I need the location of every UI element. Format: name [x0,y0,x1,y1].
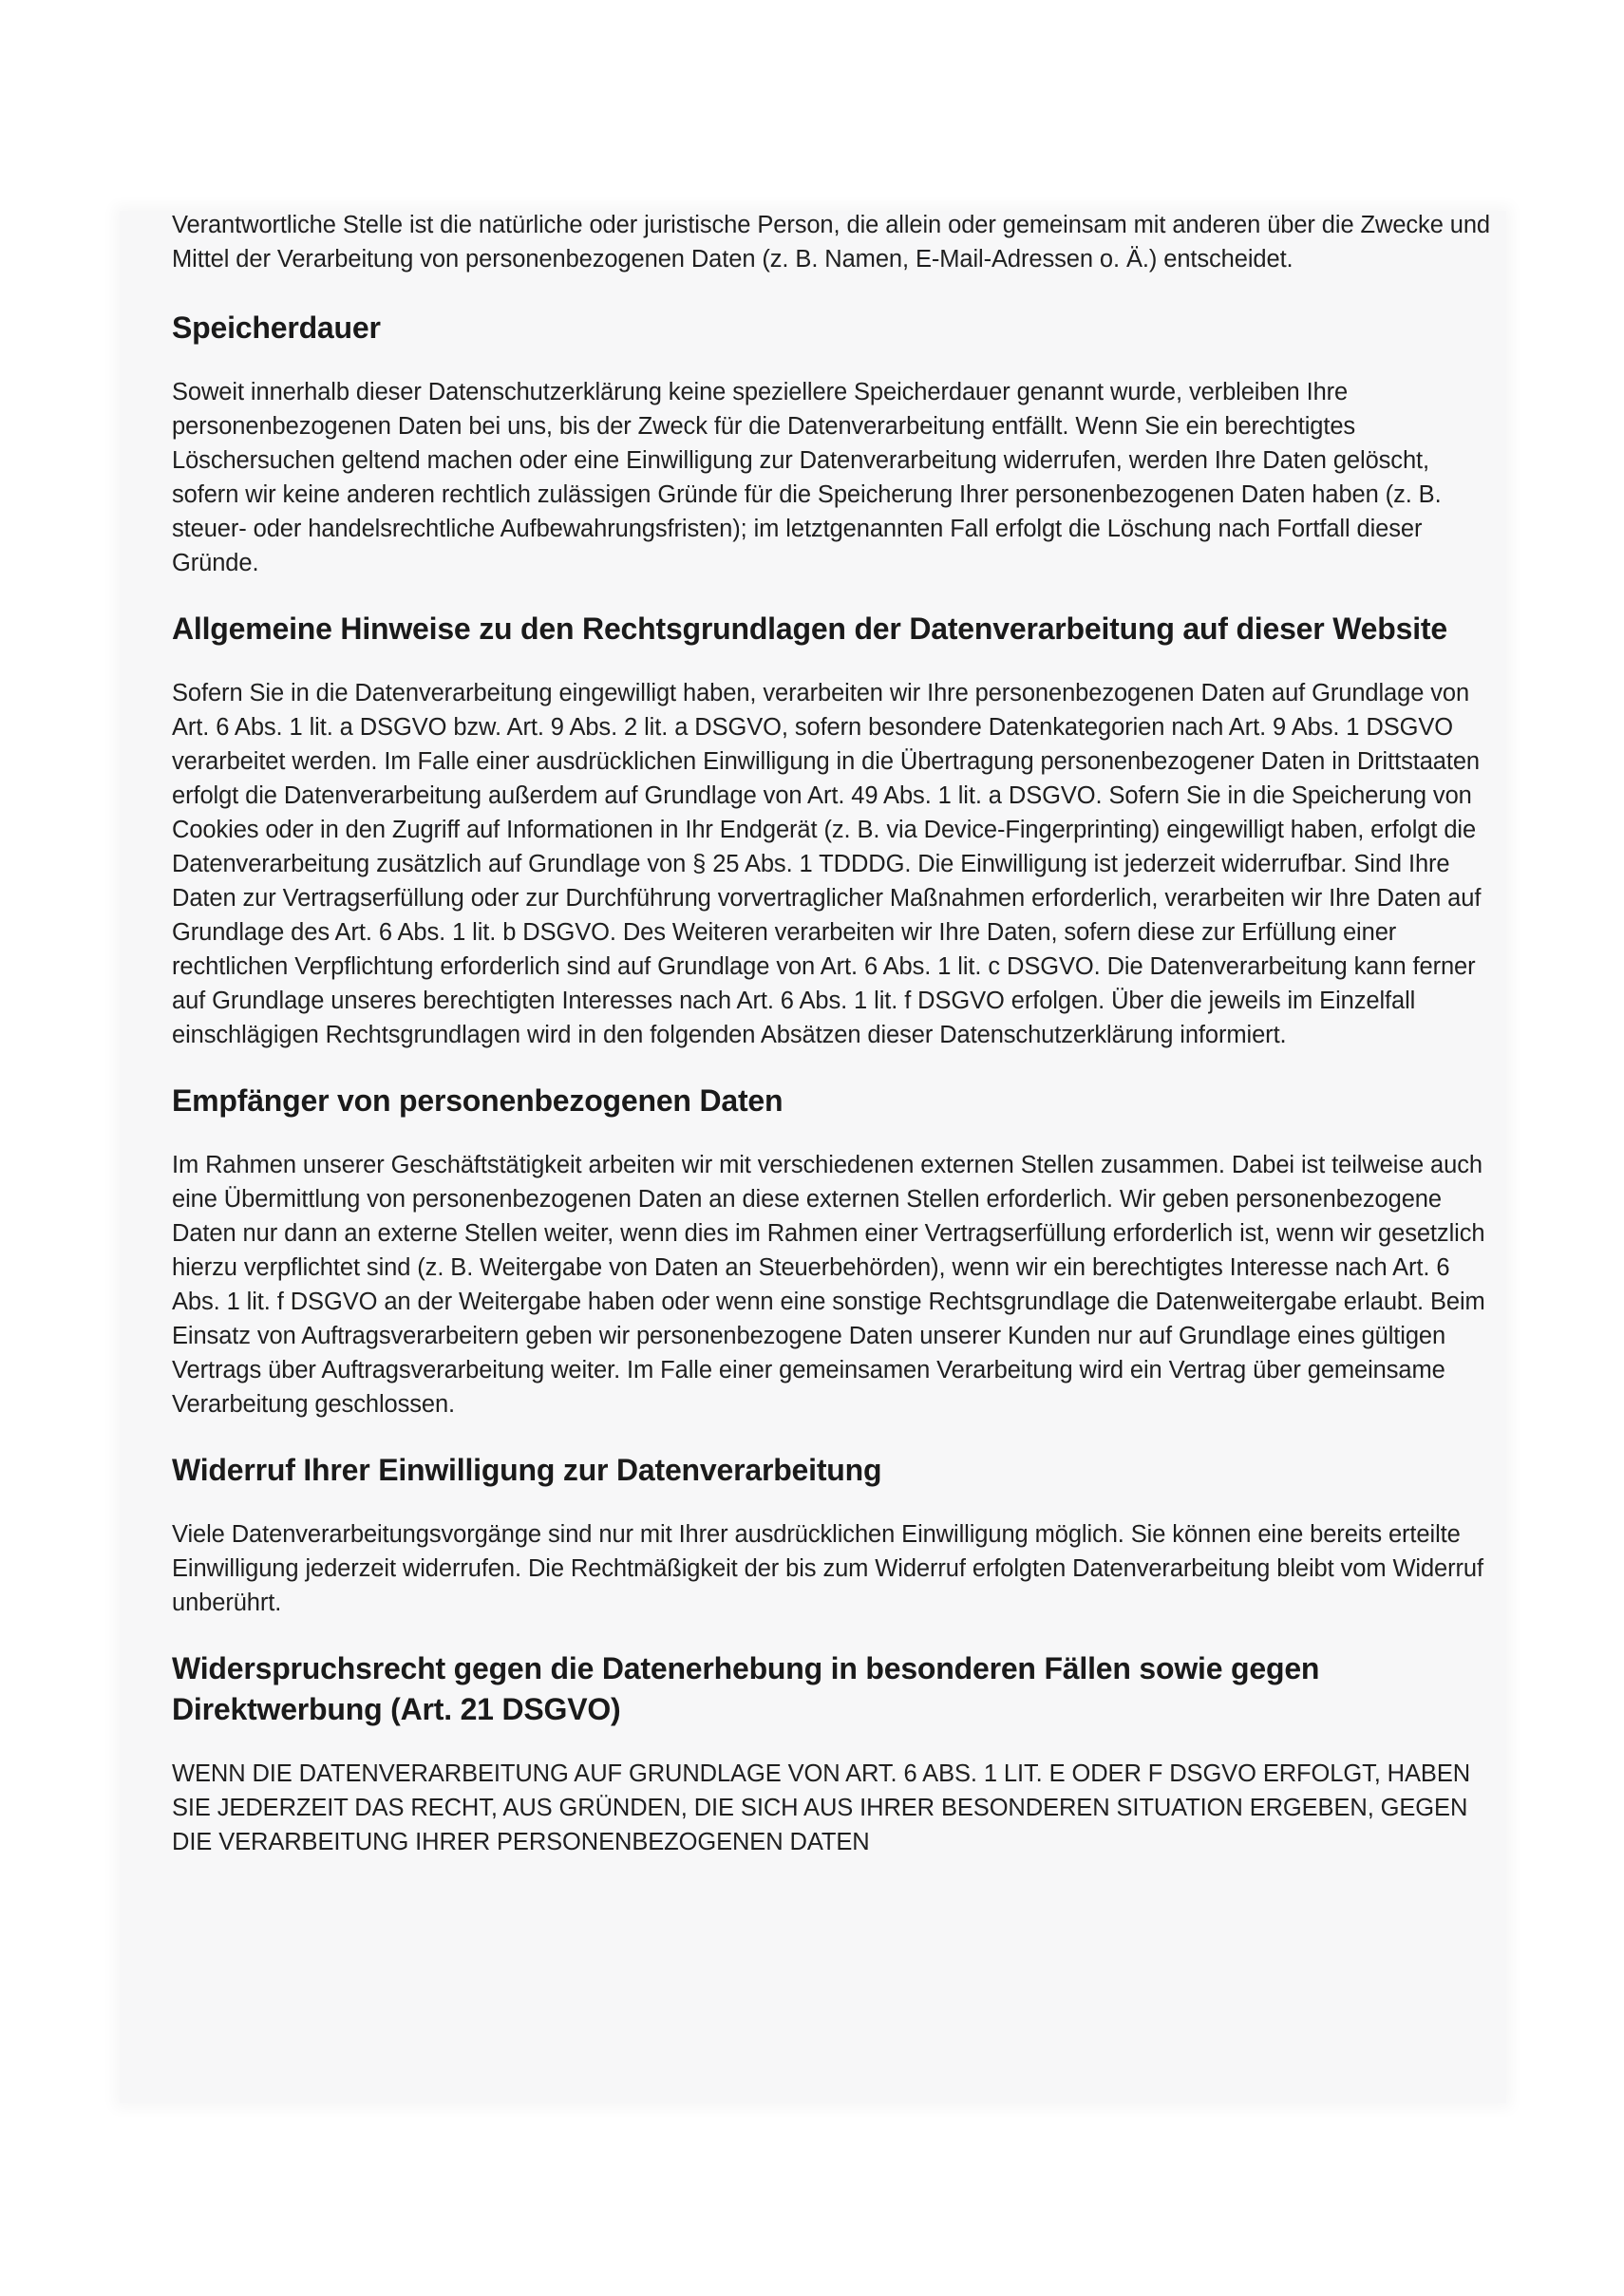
section-paragraph: Sofern Sie in die Datenverarbeitung eingewilligt haben, verarbeiten wir Ihre personenbezogenen Daten auf Grundlage von Art. 6 Abs. 1 lit. a DSGVO bzw. Art. 9 Abs. 2 lit. a DSGVO, sofern besondere Datenkategorien nach Art. 9 Abs. 1 DSGVO verarbeitet werden. Im Falle einer ausdrücklichen Einwilligung in die Übertragung personenbezogener Daten in Drittstaaten erfolgt die Datenverarbeitung außerdem auf Grundlage von Art. 49 Abs. 1 lit. a DSGVO. Sofern Sie in die Speicherung von Cookies oder in den Zugriff auf Informationen in Ihr Endgerät (z. B. via Device-Fingerprinting) eingewilligt haben, erfolgt die Datenverarbeitung zusätzlich auf Grundlage von § 25 Abs. 1 TDDDG. Die Einwilligung ist jederzeit widerrufbar. Sind Ihre Daten zur Vertragserfüllung oder zur Durchführung vorvertraglicher Maßnahmen erforderlich, verarbeiten wir Ihre Daten auf Grundlage des Art. 6 Abs. 1 lit. b DSGVO. Des Weiteren verarbeiten wir Ihre Daten, sofern diese zur Erfüllung einer rechtlichen Verpflichtung erforderlich sind auf Grundlage von Art. 6 Abs. 1 lit. c DSGVO. Die Datenverarbeitung kann ferner auf Grundlage unseres berechtigten Interesses nach Art. 6 Abs. 1 lit. f DSGVO erfolgen. Über die jeweils im Einzelfall einschlägigen Rechtsgrundlagen wird in den folgenden Absätzen dieser Datenschutzerklärung informiert. [172,680,1482,1048]
document-page [120,211,1506,2103]
section-heading: Speicherdauer [172,311,381,345]
section-heading: Widerspruchsrecht gegen die Datenerhebung in besonderen Fällen sowie gegen Direktwerbung (Art. 21 DSGVO) [172,1651,1320,1726]
intro-paragraph: Verantwortliche Stelle ist die natürliche oder juristische Person, die allein oder gemeinsam mit anderen über die Zwecke und Mittel der Verarbeitung von personenbezogenen Daten (z. B. Namen, E-Mail-Adressen o. Ä.) entscheidet. [172,212,1491,273]
section-widerruf [172,1450,1501,1620]
section-empfaenger [172,1081,1501,1421]
section-paragraph: Im Rahmen unserer Geschäftstätigkeit arbeiten wir mit verschiedenen externen Stellen zusammen. Dabei ist teilweise auch eine Übermittlung von personenbezogenen Daten an diese externen Stellen erforderlich. Wir geben personenbezogene Daten nur dann an externe Stellen weiter, wenn dies im Rahmen einer Vertragserfüllung erforderlich ist, wenn wir gesetzlich hierzu verpflichtet sind (z. B. Weitergabe von Daten an Steuerbehörden), wenn wir ein berechtigtes Interesse nach Art. 6 Abs. 1 lit. f DSGVO an der Weitergabe haben oder wenn eine sonstige Rechtsgrundlage die Datenweitergabe erlaubt. Beim Einsatz von Auftragsverarbeitern geben wir personenbezogene Daten unserer Kunden nur auf Grundlage eines gültigen Vertrags über Auftragsverarbeitung weiter. Im Falle einer gemeinsamen Verarbeitung wird ein Vertrag über gemeinsame Verarbeitung geschlossen. [172,1152,1485,1418]
section-heading: Allgemeine Hinweise zu den Rechtsgrundlagen der Datenverarbeitung auf dieser Website [172,612,1447,646]
section-speicherdauer [172,308,1501,580]
section-widerspruchsrecht [172,1648,1501,1859]
document-content [172,211,1501,1859]
section-paragraph: Viele Datenverarbeitungsvorgänge sind nur mit Ihrer ausdrücklichen Einwilligung möglich. Sie können eine bereits erteilte Einwilligung jederzeit widerrufen. Die Rechtmäßigkeit der bis zum Widerruf erfolgten Datenverarbeitung bleibt vom Widerruf unberührt. [172,1521,1483,1616]
section-heading: Empfänger von personenbezogenen Daten [172,1083,784,1118]
section-paragraph: Soweit innerhalb dieser Datenschutzerklärung keine speziellere Speicherdauer genannt wurde, verbleiben Ihre personenbezogenen Daten bei uns, bis der Zweck für die Datenverarbeitung entfällt. Wenn Sie ein berechtigtes Löschersuchen geltend machen oder eine Einwilligung zur Datenverarbeitung widerrufen, werden Ihre Daten gelöscht, sofern wir keine anderen rechtlich zulässigen Gründe für die Speicherung Ihrer personenbezogenen Daten haben (z. B. steuer- oder handelsrechtliche Aufbewahrungsfristen); im letztgenannten Fall erfolgt die Löschung nach Fortfall dieser Gründe. [172,379,1442,576]
section-rechtsgrundlagen [172,609,1501,1052]
section-heading: Widerruf Ihrer Einwilligung zur Datenverarbeitung [172,1453,882,1487]
section-paragraph: WENN DIE DATENVERARBEITUNG AUF GRUNDLAGE VON ART. 6 ABS. 1 LIT. E ODER F DSGVO ERFOLGT, HABEN SIE JEDERZEIT DAS RECHT, AUS GRÜNDEN, DIE SICH AUS IHRER BESONDEREN SITUATION ERGEBEN, GEGEN DIE VERARBEITUNG IHRER PERSONENBEZOGENEN DATEN [172,1760,1471,1855]
